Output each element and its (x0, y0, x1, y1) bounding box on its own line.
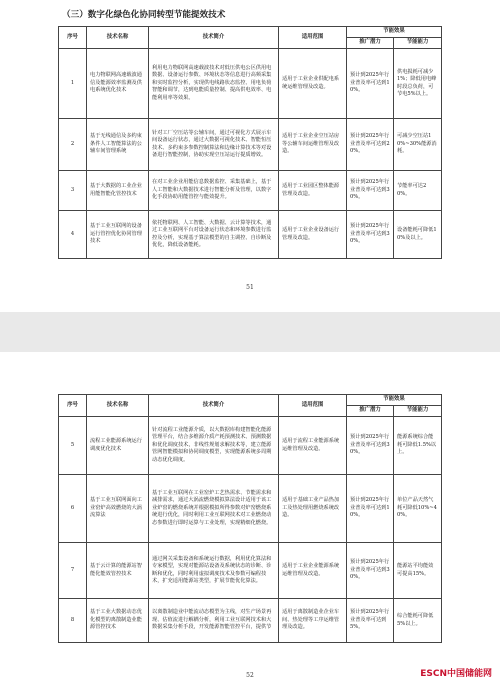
cell-capacity: 能源站平均能效可提高15%。 (394, 543, 442, 599)
cell-scope: 适用于离散制造业企业车间、热处理等工序运维管理及改造。 (279, 599, 347, 643)
cell-scope: 适用于工业企业设备运行管理及改造。 (279, 211, 347, 259)
header-scope: 适用范围 (279, 395, 347, 417)
cell-no: 1 (59, 49, 87, 119)
watermark-logo (420, 666, 492, 679)
cell-intro: 依托物联网、人工智能、大数据、云计算等技术，通过工业互联网平台对设备运行状态和环境参数进行监控及分析，实现基于算法模型的自主调控、自诊断及优化，降低设备能耗。 (149, 211, 279, 259)
cell-potential: 预计到2025年行业普及率可达到30%。 (347, 543, 394, 599)
header-effect: 节能效果 (347, 395, 442, 406)
cell-potential: 预计到2025年行业普及率可达到30%。 (347, 211, 394, 259)
cell-intro: 基于工业互联网在工业窑炉工艺热需求、节能需求和减排需求，通过大涡流燃烧模拟算法设计适用于该工业炉窑的燃烧系统并根据模拟所得参数对炉窑燃烧系统进行优化，同时利用工业互联网技术对工业燃烧动态参数进行即时运算与工业处理，实现精细化燃烧。 (149, 475, 279, 543)
page-number: 51 (246, 284, 254, 291)
cell-intro: 利用电力物联网高速载波技术对低压供电公区供用电数据、设备运行参数、环境状态等信息进行高频采集和实时监控分析，实现供电线路状态监控、用电负荷智能和调节，达到电能质量控制、提高供电效率、电能利用率等效果。 (149, 49, 279, 119)
cell-scope: 适用于工业企业能源系统运维管理及改造。 (279, 543, 347, 599)
header-capacity: 节能能力 (394, 38, 442, 49)
cell-name: 基于工业互联网面向工业窑炉高效燃烧的大涡流算法 (87, 475, 149, 543)
cell-scope: 适用于工业企业空压站房等公辅车间运维管理及改造。 (279, 119, 347, 171)
cell-potential: 预计到2025年行业普及率可达到30%。 (347, 417, 394, 475)
table-row (59, 171, 442, 211)
page-number: 52 (246, 672, 254, 679)
table-row (59, 211, 442, 259)
cell-potential: 预计到2025年行业普及率可达到5%。 (347, 599, 394, 643)
header-capacity: 节能能力 (394, 406, 442, 417)
cell-capacity: 能源系统综合能耗可降低1.5%以上。 (394, 417, 442, 475)
header-no: 序号 (59, 27, 87, 49)
cell-scope: 适用于流程工业能源系统运维管理及改造。 (279, 417, 347, 475)
table-row (59, 543, 442, 599)
header-potential: 推广潜力 (347, 406, 394, 417)
technology-table-page-52 (58, 394, 442, 643)
cell-name: 基于工业大数据动态优化模型的离散制造业能源管控技术 (87, 599, 149, 643)
header-scope: 适用范围 (279, 27, 347, 49)
header-intro: 技术简介 (149, 27, 279, 49)
technology-table-page-51 (58, 26, 442, 259)
watermark-latin: ESCN (420, 669, 447, 679)
cell-potential: 预计到2025年行业普及率可达到10%。 (347, 49, 394, 119)
cell-no: 4 (59, 211, 87, 259)
header-intro: 技术简介 (149, 395, 279, 417)
header-name: 技术名称 (87, 395, 149, 417)
cell-capacity: 节能率可达20%。 (394, 171, 442, 211)
header-no: 序号 (59, 395, 87, 417)
cell-name: 基于云计算的能源站智能化能效管控技术 (87, 543, 149, 599)
cell-capacity: 可减少空压站10%~30%能源消耗。 (394, 119, 442, 171)
cell-scope: 适用于工业企业供配电系统运维管理及改造。 (279, 49, 347, 119)
cell-potential: 预计到2025年行业普及率可达到20%。 (347, 119, 394, 171)
header-effect: 节能效果 (347, 27, 442, 38)
table-row (59, 599, 442, 643)
watermark-cn: 中国储能网 (446, 669, 492, 679)
table-row (59, 475, 442, 543)
cell-intro: 针对流程工业能源介质，以大数据库构建智能化能源管理平台，结合多维源介质产耗预测技术、预测数据和优化调度技术，非线性规划求解技术等，建立能源管网智能模拟和协同调度模型，实现能源系统多周期动态优化调度。 (149, 417, 279, 475)
cell-no: 8 (59, 599, 87, 643)
table-row (59, 119, 442, 171)
cell-no: 6 (59, 475, 87, 543)
cell-no: 5 (59, 417, 87, 475)
cell-capacity: 单位产品天然气耗可降低10%~40%。 (394, 475, 442, 543)
cell-name: 电力物联网高速载波通信及能源效率监测及供电系统优化技术 (87, 49, 149, 119)
cell-name: 基于大数据的工业企业用能智能化管控技术 (87, 171, 149, 211)
cell-no: 2 (59, 119, 87, 171)
cell-name: 流程工业能源系统运行调度优化技术 (87, 417, 149, 475)
section-title: （三）数字化绿色化协同转型节能提效技术 (62, 10, 226, 20)
header-potential: 推广潜力 (347, 38, 394, 49)
cell-name: 基于无线通信及多约束条件人工智能算法的公辅车间管理系统 (87, 119, 149, 171)
cell-no: 7 (59, 543, 87, 599)
cell-scope: 适用于基础工业产品热加工及热处理用燃烧系统改造。 (279, 475, 347, 543)
cell-no: 3 (59, 171, 87, 211)
cell-potential: 预计到2025年行业普及率可达到10%。 (347, 475, 394, 543)
cell-name: 基于工业互联网的设备运行管控优化协同管理技术 (87, 211, 149, 259)
cell-capacity: 综合能耗可降低5%以上。 (394, 599, 442, 643)
cell-intro: 通过网关采集设备和系统运行数据，利用优化算法和专家模型，实现对能源站设备及系统状态的诊断、诊断和优化，同时利用虚拟调度技术及参数可编程技术，扩充适用能源站类型，扩展节能优化算法。 (149, 543, 279, 599)
cell-scope: 适用于工业园区整体能源管理及改造。 (279, 171, 347, 211)
table-row (59, 417, 442, 475)
cell-potential: 预计到2025年行业普及率可达到30%。 (347, 171, 394, 211)
document-page-52 (0, 352, 500, 682)
cell-intro: 以离散制造业中能流动态模型为主线，对生产场景再现、估值流进行解耦分析，利用工业互联网技术和大数据采集分析手段，开发能源智能管控平台，提供节 (149, 599, 279, 643)
cell-intro: 针对工厂空压站等公辅车间，通过可视化方式展示车间设备运行状态，通过大数据可视化技术、智能恒压技术、多约束多参数控制算法和边缘计算技术等对设备进行智能控制，协助实现空压站运行提质增效。 (149, 119, 279, 171)
cell-capacity: 供电损耗可减少1%；降低用电峰时段总负荷，可节电5%以上。 (394, 49, 442, 119)
table-row (59, 49, 442, 119)
document-page-51 (0, 0, 500, 312)
cell-capacity: 设备能耗可降低10%及以上。 (394, 211, 442, 259)
cell-intro: 在对工业企业用能信息数据监控、采集基础上，基于人工智能和大数据技术进行智能分析及管理，以数字化手段协助用能管控与能效提升。 (149, 171, 279, 211)
header-name: 技术名称 (87, 27, 149, 49)
